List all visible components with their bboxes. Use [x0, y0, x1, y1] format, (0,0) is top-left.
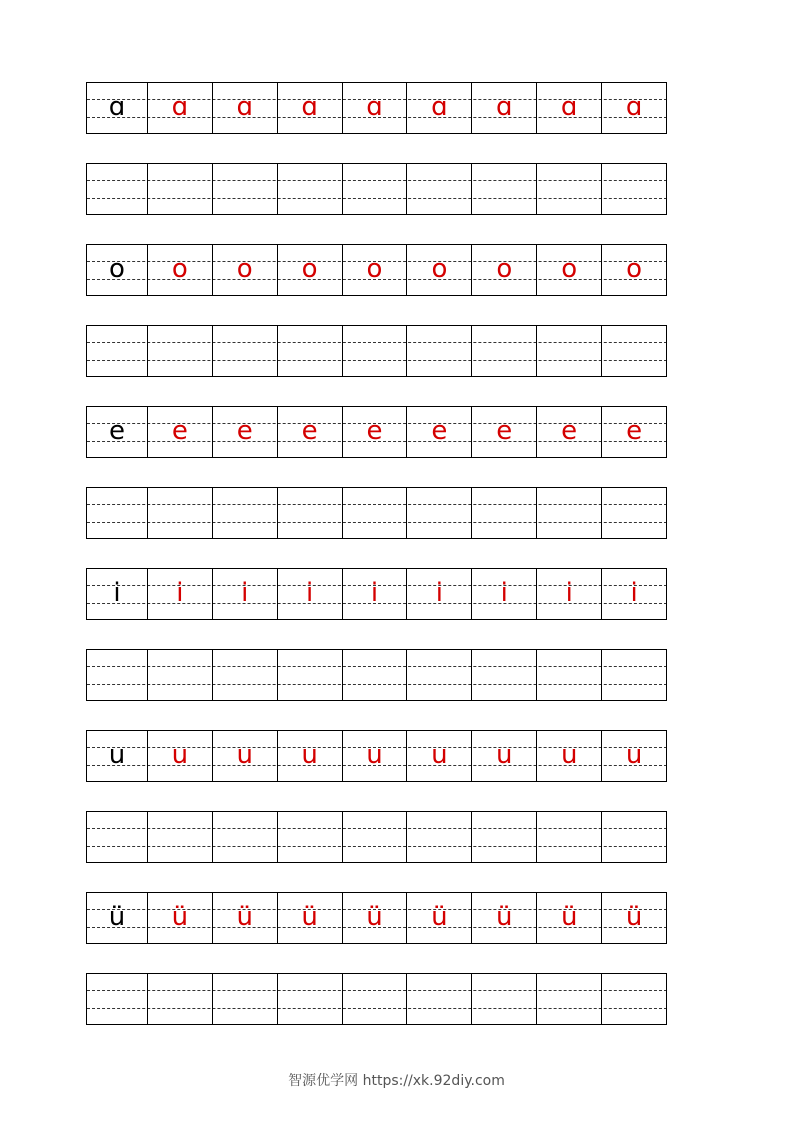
model-letter: ü: [108, 902, 126, 932]
practice-letter: e: [171, 416, 188, 446]
practice-letter: ɑ: [171, 92, 189, 122]
blank-cell[interactable]: [343, 812, 408, 862]
practice-letter-cell: [602, 893, 667, 943]
practice-letter-cell: [278, 893, 343, 943]
blank-cell[interactable]: [213, 326, 278, 376]
blank-cell[interactable]: [278, 650, 343, 700]
practice-letter: o: [301, 254, 318, 284]
blank-cell[interactable]: [148, 812, 213, 862]
blank-cell[interactable]: [602, 488, 667, 538]
practice-letter-cell: [343, 407, 408, 457]
blank-practice-row[interactable]: [86, 163, 667, 215]
practice-letter-cell: [537, 893, 602, 943]
practice-letter-cell: [537, 569, 602, 619]
practice-letter: i: [241, 578, 249, 608]
blank-cell[interactable]: [602, 974, 667, 1024]
blank-cell[interactable]: [472, 164, 537, 214]
practice-letter: ü: [496, 902, 513, 932]
practice-letter-cell: [472, 893, 537, 943]
practice-letter: u: [431, 740, 448, 770]
practice-letter: ɑ: [560, 92, 578, 122]
practice-letter-cell: [407, 731, 472, 781]
practice-letter: i: [370, 578, 379, 608]
practice-letter: i: [306, 578, 314, 608]
practice-letter-cell: [148, 245, 213, 295]
blank-cell[interactable]: [278, 812, 343, 862]
blank-practice-row[interactable]: [86, 325, 667, 377]
blank-cell[interactable]: [407, 488, 472, 538]
practice-letter: ɑ: [236, 92, 253, 122]
model-letter: e: [108, 416, 125, 446]
practice-letter: u: [171, 740, 189, 770]
practice-letter: ɑ: [496, 92, 513, 122]
letter-row: [86, 82, 667, 134]
practice-letter: e: [431, 416, 448, 446]
blank-cell[interactable]: [343, 650, 408, 700]
blank-cell[interactable]: [87, 164, 148, 214]
model-letter-cell: [87, 407, 148, 457]
practice-letter: e: [366, 416, 383, 446]
blank-cell[interactable]: [602, 650, 667, 700]
blank-cell[interactable]: [278, 974, 343, 1024]
blank-cell[interactable]: [472, 812, 537, 862]
practice-letter-cell: [343, 569, 408, 619]
practice-letter-cell: [213, 407, 278, 457]
practice-letter-cell: [472, 83, 537, 133]
model-letter-cell: [87, 83, 148, 133]
blank-cell[interactable]: [148, 974, 213, 1024]
letter-row: [86, 244, 667, 296]
practice-letter-cell: [148, 83, 213, 133]
practice-letter-cell: [537, 245, 602, 295]
practice-letter: ü: [366, 902, 383, 932]
practice-letter-cell: [602, 731, 667, 781]
blank-cell[interactable]: [343, 488, 408, 538]
letter-row: [86, 406, 667, 458]
blank-cell[interactable]: [472, 488, 537, 538]
practice-letter: o: [366, 254, 383, 284]
worksheet: [86, 82, 667, 1054]
blank-cell[interactable]: [213, 488, 278, 538]
model-letter-cell: [87, 569, 148, 619]
practice-letter-cell: [148, 407, 213, 457]
practice-letter-cell: [537, 83, 602, 133]
blank-cell[interactable]: [148, 650, 213, 700]
model-letter: o: [108, 254, 125, 284]
blank-cell[interactable]: [213, 650, 278, 700]
practice-letter-cell: [602, 245, 667, 295]
letter-row: [86, 730, 667, 782]
blank-cell[interactable]: [537, 164, 602, 214]
blank-cell[interactable]: [278, 326, 343, 376]
practice-letter-cell: [407, 893, 472, 943]
practice-letter-cell: [407, 407, 472, 457]
blank-cell[interactable]: [87, 974, 148, 1024]
blank-cell[interactable]: [407, 812, 472, 862]
practice-letter-cell: [343, 245, 408, 295]
blank-cell[interactable]: [407, 326, 472, 376]
letter-row: [86, 892, 667, 944]
practice-letter: o: [431, 254, 448, 284]
blank-cell[interactable]: [602, 164, 667, 214]
practice-letter-cell: [148, 731, 213, 781]
practice-letter: ü: [236, 902, 253, 932]
blank-cell[interactable]: [87, 650, 148, 700]
blank-cell[interactable]: [602, 812, 667, 862]
practice-letter-cell: [407, 83, 472, 133]
practice-letter-cell: [407, 245, 472, 295]
practice-letter: u: [625, 740, 643, 770]
practice-letter-cell: [278, 569, 343, 619]
blank-cell[interactable]: [472, 650, 537, 700]
practice-letter-cell: [472, 245, 537, 295]
blank-cell[interactable]: [472, 974, 537, 1024]
blank-cell[interactable]: [87, 812, 148, 862]
practice-letter-cell: [213, 893, 278, 943]
practice-letter: o: [236, 254, 253, 284]
practice-letter: ü: [625, 902, 643, 932]
practice-letter-cell: [278, 731, 343, 781]
practice-letter: ɑ: [431, 92, 448, 122]
blank-cell[interactable]: [407, 650, 472, 700]
footer-watermark: 智源优学网 https://xk.92diy.com: [288, 1073, 505, 1089]
practice-letter: u: [301, 740, 318, 770]
practice-letter-cell: [213, 569, 278, 619]
practice-letter-cell: [472, 569, 537, 619]
practice-letter-cell: [343, 83, 408, 133]
practice-letter: i: [630, 578, 638, 608]
blank-cell[interactable]: [343, 164, 408, 214]
blank-cell[interactable]: [602, 326, 667, 376]
practice-letter: e: [626, 416, 643, 446]
practice-letter: o: [626, 254, 643, 284]
blank-cell[interactable]: [213, 164, 278, 214]
model-letter-cell: [87, 245, 148, 295]
practice-letter-cell: [343, 731, 408, 781]
blank-cell[interactable]: [472, 326, 537, 376]
practice-letter: i: [565, 578, 573, 608]
blank-cell[interactable]: [343, 974, 408, 1024]
practice-letter-cell: [602, 569, 667, 619]
practice-letter: e: [496, 416, 513, 446]
practice-letter-cell: [213, 83, 278, 133]
practice-letter-cell: [537, 731, 602, 781]
practice-letter-cell: [278, 245, 343, 295]
practice-letter-cell: [537, 407, 602, 457]
practice-letter: i: [176, 578, 184, 608]
practice-letter: ü: [431, 902, 448, 932]
model-letter-cell: [87, 731, 148, 781]
practice-letter-cell: [407, 569, 472, 619]
blank-cell[interactable]: [213, 974, 278, 1024]
model-letter: u: [108, 740, 126, 770]
blank-cell[interactable]: [87, 488, 148, 538]
practice-letter: e: [561, 416, 578, 446]
practice-letter-cell: [472, 731, 537, 781]
blank-cell[interactable]: [537, 974, 602, 1024]
blank-cell[interactable]: [148, 326, 213, 376]
practice-letter: ɑ: [366, 92, 383, 122]
blank-cell[interactable]: [537, 812, 602, 862]
practice-letter-cell: [602, 407, 667, 457]
model-letter: ɑ: [108, 92, 126, 122]
letter-row: [86, 568, 667, 620]
practice-letter: ü: [171, 902, 189, 932]
practice-letter-cell: [472, 407, 537, 457]
blank-cell[interactable]: [537, 488, 602, 538]
practice-letter: ɑ: [301, 92, 318, 122]
practice-letter: i: [500, 578, 508, 608]
practice-letter-cell: [278, 83, 343, 133]
blank-cell[interactable]: [87, 326, 148, 376]
practice-letter: u: [560, 740, 578, 770]
practice-letter-cell: [278, 407, 343, 457]
blank-practice-row[interactable]: [86, 487, 667, 539]
practice-letter: e: [301, 416, 318, 446]
practice-letter: ü: [301, 902, 318, 932]
blank-cell[interactable]: [213, 812, 278, 862]
practice-letter: ü: [560, 902, 578, 932]
practice-letter: e: [236, 416, 253, 446]
practice-letter: ɑ: [625, 92, 643, 122]
practice-letter-cell: [602, 83, 667, 133]
blank-cell[interactable]: [537, 326, 602, 376]
practice-letter-cell: [343, 893, 408, 943]
blank-cell[interactable]: [343, 326, 408, 376]
blank-cell[interactable]: [407, 164, 472, 214]
practice-letter: o: [561, 254, 578, 284]
practice-letter-cell: [148, 569, 213, 619]
practice-letter-cell: [148, 893, 213, 943]
blank-practice-row[interactable]: [86, 811, 667, 863]
practice-letter-cell: [213, 731, 278, 781]
blank-cell[interactable]: [407, 974, 472, 1024]
practice-letter: i: [435, 578, 444, 608]
blank-practice-row[interactable]: [86, 649, 667, 701]
practice-letter: u: [496, 740, 513, 770]
blank-cell[interactable]: [148, 488, 213, 538]
model-letter-cell: [87, 893, 148, 943]
practice-letter: o: [496, 254, 513, 284]
blank-practice-row[interactable]: [86, 973, 667, 1025]
blank-cell[interactable]: [148, 164, 213, 214]
practice-letter-cell: [213, 245, 278, 295]
practice-letter: u: [366, 740, 383, 770]
blank-cell[interactable]: [537, 650, 602, 700]
practice-letter: u: [236, 740, 253, 770]
blank-cell[interactable]: [278, 488, 343, 538]
practice-letter: o: [171, 254, 188, 284]
blank-cell[interactable]: [278, 164, 343, 214]
model-letter: i: [113, 578, 121, 608]
